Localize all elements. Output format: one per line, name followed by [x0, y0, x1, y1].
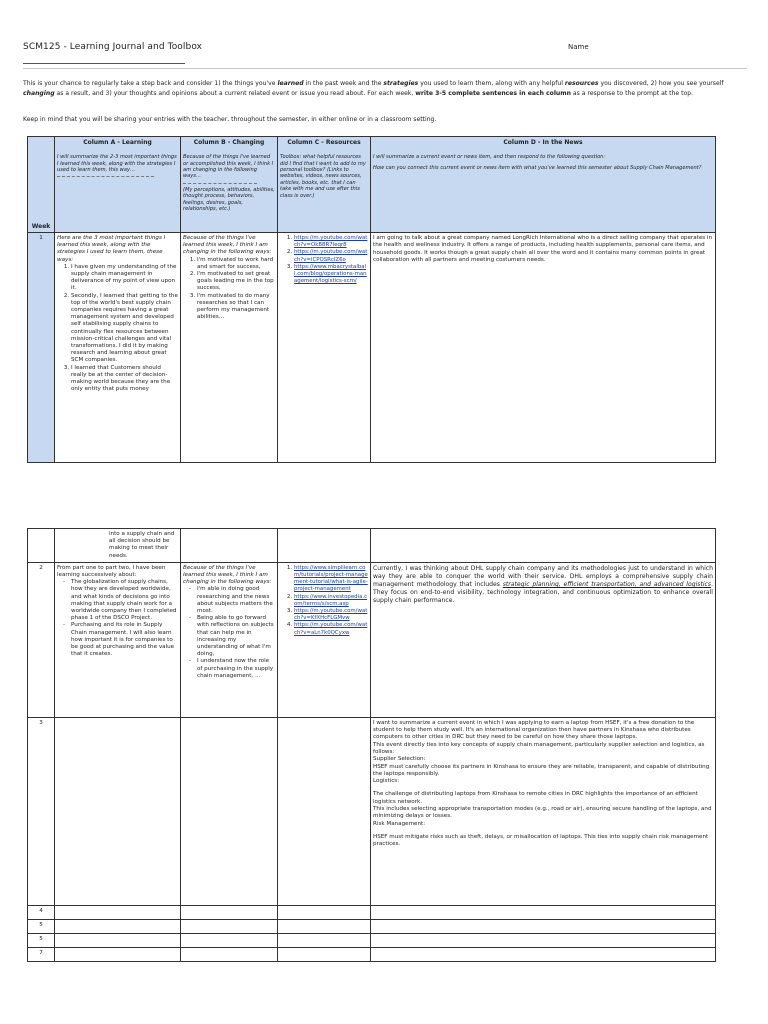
- column-d-header: Column D - In the News I will summarize a current event or news item, and then respond to the following question: How can you connect this current event or news item with what you've learned this semester about Supply Chain Management?: [371, 137, 716, 233]
- name-label: Name: [568, 43, 589, 51]
- entry-cell[interactable]: [278, 933, 371, 947]
- week-2-row: [28, 562, 716, 717]
- week-number: [28, 529, 55, 563]
- header-row: [28, 137, 716, 233]
- journal-table-top: [27, 136, 716, 463]
- week-number: 1: [28, 233, 55, 463]
- entry-cell[interactable]: [181, 947, 278, 961]
- entry-cell[interactable]: [371, 933, 716, 947]
- changing-item: - I'm able in doing good researching and the news about subjects matters the most.: [197, 586, 275, 615]
- sharing-note: Keep in mind that you will be sharing your entries with the teacher, throughout the semester, in either online or in a classroom setting.: [23, 116, 437, 123]
- learning-item: - The globalization of supply chains, how they are developed worldwide, and what kinds of decisions go into making that supply chain work for a worldwide company then I completed phase 1 of the DSCO Project.: [71, 579, 178, 622]
- week-number: 7: [28, 947, 55, 961]
- resource-link[interactable]: https://www.simplilearn.com/tutorials/project-management-tutorial/what-is-agile-project-management: [294, 564, 368, 593]
- entry-cell[interactable]: [371, 905, 716, 919]
- week-5-row: [28, 919, 716, 933]
- learning-item: 3. I learned that Customers should really be at the center of decision-making world because they are the only entity that puts money: [71, 365, 178, 394]
- week-2-news-cell: Currently, I was thinking about DHL supply chain company and its methodologies just to understand in which way they are able to conquer the world with their service. DHL employs a comprehensive supply chain management methodology that includes strategic planning, efficient transportation, and advanced logistics. They focus on end-to-end visibility, technology integration, and continuous optimization to enhance overall supply chain performance.: [371, 562, 716, 717]
- entry-cell[interactable]: [278, 905, 371, 919]
- hint-divider: [183, 183, 257, 184]
- entry-cell[interactable]: [371, 919, 716, 933]
- week-3-resources-cell: [278, 717, 371, 905]
- intro-paragraph: This is your chance to regularly take a step back and consider 1) the things you've learned in the past week and the strategies you used to learn them, along with any helpful resources you discovered, 2) how you see yourself changing as a result, and 3) your thoughts and opinions about a current related event or issue you read about. For each week, write 3-5 complete sentences in each column as a response to the prompt at the top.: [23, 80, 724, 97]
- week-1-learning-cell: Here are the 3 most important things I learned this week, along with the strategies I used to learn them, these ways: 1. I have given my understanding of the supply chain management in deliverance of my point of view upon it. 2. Secondly, I learned that getting to the top of the world's best supply chain companies requires having a great management system and developed self stabilising supply chains to continually flex resources between mission-critical challenges and vital transformations. I did it by making research and learning about great SCM companies. 3. I learned that Customers should really be at the center of decision-making world because they are the only entity that puts money: [55, 233, 181, 463]
- changing-item: - Being able to go forward with reflections on subjects that can help me in increasing my understanding of what I'm doing,: [197, 615, 275, 658]
- journal-table-bottom: [27, 528, 716, 962]
- changing-item: 1. I'm motivated to work hard and smart for success,: [197, 257, 275, 271]
- week-6-row: [28, 933, 716, 947]
- changing-item: 3. I'm motivated to do many researches so that I can perform my management abilities…: [197, 293, 275, 322]
- week-2-resources-cell: [278, 562, 371, 717]
- learning-item: 1. I have given my understanding of the supply chain management in deliverance of my point of view upon it.: [71, 264, 178, 293]
- week-header: Week: [28, 137, 55, 233]
- week-3-news-cell: I want to summarize a current event in which I was applying to earn a laptop from HSEF, it's a free donation to the student to help them study well. It's an international organization then have partners in Kinshasa who distributes computers to other cities in DRC but they need to be careful on how they share those laptops. This event directly ties into key concepts of supply chain management, particularly supplier selection and logistics, as follows: Supplier Selection: HSEF must carefully choose its partners in Kinshasa to ensure they are reliable, transparent, and capable of distributing the laptops responsibly. Logistics: The challenge of distributing laptops from Kinshasa to remote cities in DRC highlights the importance of an efficient logistics network. This includes selecting appropriate transportation modes (e.g., road or air), ensuring secure handling of the laptops, and minimizing delays or losses. Risk Management: HSEF must mitigate risks such as theft, delays, or misallocation of laptops. This ties into supply chain risk management practices.: [371, 717, 716, 905]
- week-number: 4: [28, 905, 55, 919]
- resource-link[interactable]: https://m.youtube.com/watch?v=aLn7k0QCyxw: [294, 622, 368, 636]
- week-2-learning-cell: From part one to part two, I have been learning successively about: - The globalization of supply chains, how they are developed worldwide, and what kinds of decisions go into making that supply chain work for a worldwide company then I completed phase 1 of the DSCO Project. - Purchasing and its role in Supply Chain management. I will also learn how important it is for companies to be good at purchasing and the value that it creates.: [55, 562, 181, 717]
- changing-item: - I understand now the role of purchasing in the supply chain management, …: [197, 658, 275, 680]
- document-title: SCM125 - Learning Journal and Toolbox: [23, 42, 203, 52]
- resource-link[interactable]: https://m.youtube.com/watch?v=lCPOSRcIZ6o: [294, 249, 368, 263]
- column-a-header: Column A - Learning I will summarize the 2-3 most important things I learned this week, along with the strategies I used to learn them, this way…: [55, 137, 181, 233]
- week-1-changing-cell: Because of the things I've learned this week, I think I am changing in the following ways: 1. I'm motivated to work hard and smart for success, 2. I'm motivated to set great goals leading me in the top success, 3. I'm motivated to do many researches so that I can perform my management abilities…: [181, 233, 278, 463]
- entry-cell[interactable]: [55, 919, 181, 933]
- week-3-changing-cell: [181, 717, 278, 905]
- week-number: 5: [28, 933, 55, 947]
- week-1-resources-cell: [278, 233, 371, 463]
- column-c-header: Column C - Resources Toolbox: what helpful resources did I find that I want to add to my personal toolbox? (Links to websites, videos, news sources, articles, books, etc. that I can take with me and use after this class is over.): [278, 137, 371, 233]
- week-3-row: [28, 717, 716, 905]
- week-1-continued-row: [28, 529, 716, 563]
- entry-cell[interactable]: [55, 947, 181, 961]
- resource-link[interactable]: https://m.youtube.com/watch?v=KfXHcFLGMvw: [294, 608, 368, 622]
- resource-link[interactable]: https://www.investopedia.com/terms/s/scm.asp: [294, 593, 368, 607]
- title-underline: [23, 63, 185, 64]
- hint-divider: [57, 176, 154, 177]
- entry-cell[interactable]: [278, 947, 371, 961]
- week-4-row: [28, 905, 716, 919]
- week-1-row: [28, 233, 716, 463]
- week-1-news-cell: I am going to talk about a great company named LongRich International who is a direct selling company that operates in the health and wellness industry. It offers a range of products, including health supplements, personal care items, and household goods. It works though a great supply chain all over the word and it contains many common points in great collaboration with all partners and meeting costumers needs.: [371, 233, 716, 463]
- entry-cell[interactable]: [278, 919, 371, 933]
- week-3-learning-cell: [55, 717, 181, 905]
- week-number: 2: [28, 562, 55, 717]
- entry-cell[interactable]: [371, 947, 716, 961]
- week-7-row: [28, 947, 716, 961]
- changing-item: 2. I'm motivated to set great goals leading me in the top success,: [197, 271, 275, 293]
- learning-item: 2. Secondly, I learned that getting to the top of the world's best supply chain companies requires having a great management system and developed self stabilising supply chains to continually flex resources between mission-critical challenges and vital transformations. I did it by making research and learning about great SCM companies.: [71, 293, 178, 365]
- resource-link[interactable]: https://m.youtube.com/watch?v=OkB8R7Ieqr8: [294, 235, 368, 249]
- column-b-header: Column B - Changing Because of the things I've learned or accomplished this week, I think I am changing in the following ways… (My perceptions, attitudes, abilities, thought process, behaviors, feelings, desires, goals, relationships, etc.): [181, 137, 278, 233]
- entry-cell[interactable]: [181, 919, 278, 933]
- week-number: 3: [28, 717, 55, 905]
- resource-link[interactable]: https://www.mbacrystalball.com/blog/operations-management/logistics-scm/: [294, 263, 367, 285]
- entry-cell[interactable]: [181, 905, 278, 919]
- entry-cell[interactable]: [55, 933, 181, 947]
- header-divider: [23, 68, 747, 69]
- entry-cell[interactable]: [181, 933, 278, 947]
- learning-item: - Purchasing and its role in Supply Chain management. I will also learn how important it is for companies to be good at purchasing and the value that it creates.: [71, 622, 178, 658]
- week-1-learning-continued: into a supply chain and all decision should be making to meet their needs.: [55, 529, 181, 563]
- week-number: 5: [28, 919, 55, 933]
- week-2-changing-cell: Because of the things I've learned this week, I think I am changing in the following ways: - I'm able in doing good researching and the news about subjects matters the most. - Being able to go forward with reflections on subjects that can help me in increasing my understanding of what I'm doing, - I understand now the role of purchasing in the supply chain management, …: [181, 562, 278, 717]
- entry-cell[interactable]: [55, 905, 181, 919]
